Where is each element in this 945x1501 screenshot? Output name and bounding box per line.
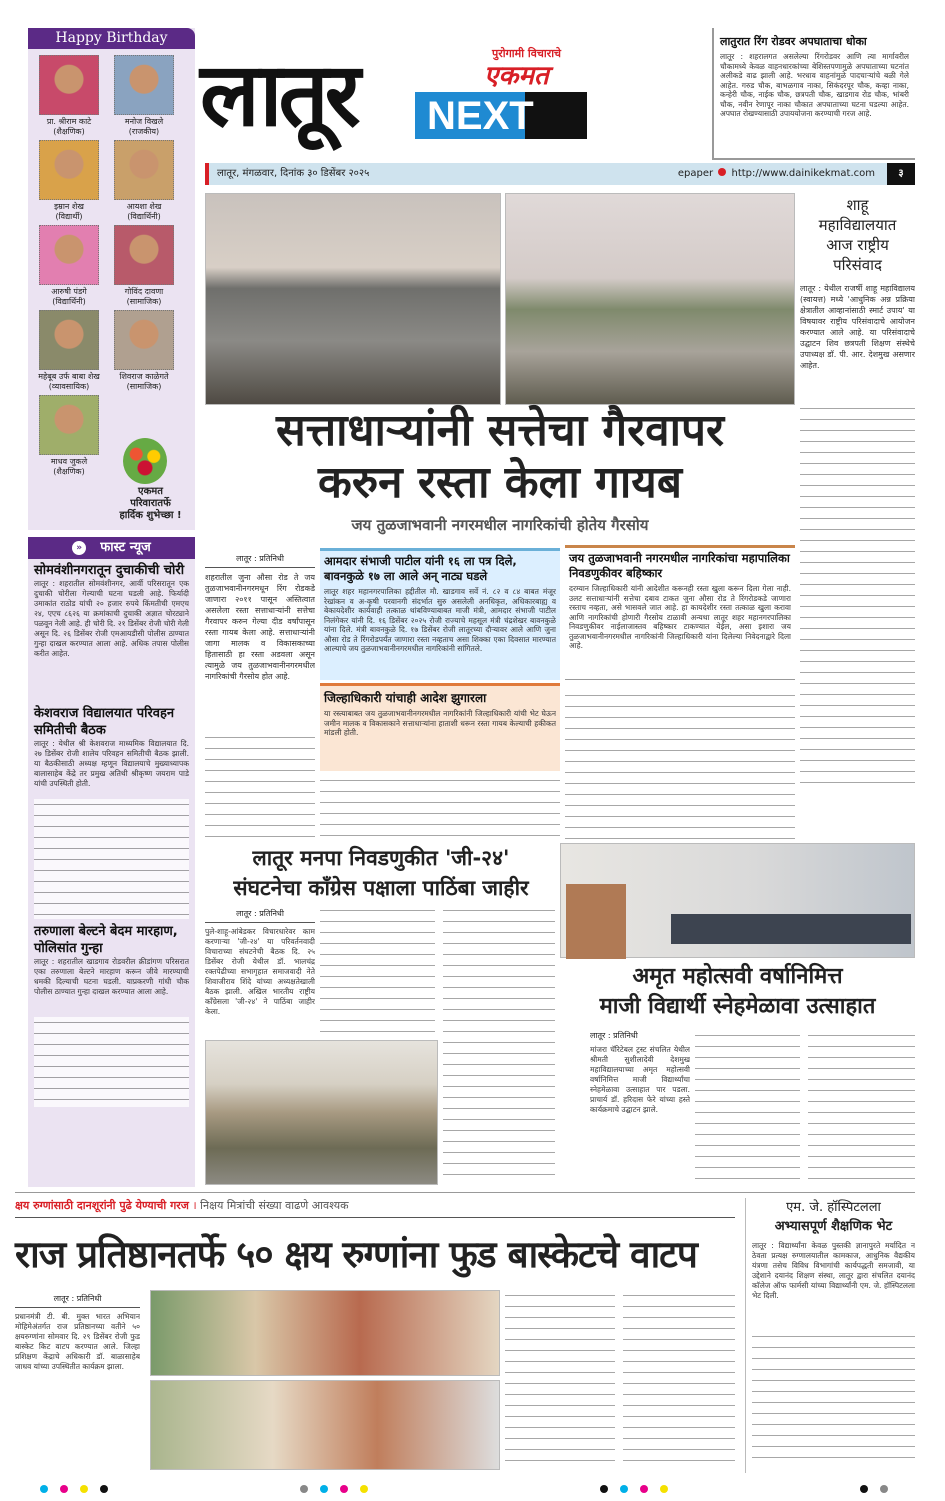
wall-photo xyxy=(205,193,501,405)
birthday-person xyxy=(38,140,100,222)
headline-line: लातूर मनपा निवडणुकीत 'जी-२४' xyxy=(252,846,510,870)
person-photo xyxy=(114,55,174,115)
alumni-headline xyxy=(560,962,915,1022)
news-title: सोमवंशीनगरातून दुचाकीची चोरी xyxy=(34,563,185,578)
body-text-continued xyxy=(34,1017,189,1107)
person-name: प्रा. श्रीराम काटे xyxy=(46,117,92,126)
tb-body: प्रधानमंत्री टी. बी. मुक्त भारत अभियान मोहिमेअंतर्गत राज प्रतिष्ठानच्या वतीने ५० क्षयरुग्णांना सोमवार दि. २९ डिसेंबर रोजी फुड बास्केट किट वाटप करण्यात आले. जिल्हा प्रशिक्षण केंद्राचे अधिकारी डॉ. बाळासाहेब जाधव यांच्या उपस्थितीत कार्यक्रम झाला. xyxy=(15,1312,140,1371)
tb-kicker xyxy=(15,1198,735,1218)
person-role: (विद्यार्थी) xyxy=(55,212,83,221)
person-name: इम्रान शेख xyxy=(54,202,84,211)
shahu-body: लातूर : येथील राजर्षी शाहू महाविद्यालय (स्वायत्त) मध्ये 'आधुनिक अन्न प्रक्रिया क्षेत्रातील आव्हानांसाठी स्मार्ट उपाय' या विषयावर राष्ट्रीय परिसंवादाचे आयोजन करण्यात आले आहे. या परिसंवादाचे उद्घाटन शिव छत्रपती शिक्षण संस्थेचे उपाध्यक्ष डॉ. पी. आर. देशमुख असणार आहेत. xyxy=(800,284,915,370)
wish-line: एकमत xyxy=(138,486,163,497)
birthday-person xyxy=(38,395,100,477)
registration-mark xyxy=(360,1485,368,1493)
person-role: (शैक्षणिक) xyxy=(53,467,85,476)
body-text-continued xyxy=(443,905,555,1185)
person-photo xyxy=(39,55,99,115)
headline-line: माजी विद्यार्थी स्नेहमेळावा उत्साहात xyxy=(599,994,876,1019)
box-boycott xyxy=(565,545,795,680)
person-role: (सामाजिक) xyxy=(126,382,162,391)
headline-line: सत्ताधाऱ्यांनी सत्तेचा गैरवापर xyxy=(275,405,725,456)
g24-headline xyxy=(205,843,557,903)
person-name: गोविंद दावणा xyxy=(124,287,164,296)
body-text-continued xyxy=(808,1030,915,1185)
registration-mark xyxy=(300,1485,308,1493)
box-body: लातूर शहर महानगरपालिका हद्दीतील मौ. खाडगाव सर्वे नं. ८२ व ८४ बाबत मंजूर रेखांकन व अ-कृषी परवानगी संदर्भात सुरु असलेली अनधिकृत, अधिकारबाह्य व बेकायदेशीर कार्यवाही तत्काळ थांबविण्याबाबत माजी मंत्री, आमदार संभाजी पाटील निलंगेकर यांनी दि. १६ डिसेंबर २०२५ रोजी राज्याचे महसूल मंत्री चंद्रशेखर बावनकुळे यांना दिले. मंत्री बावनकुळे दि. १७ डिसेंबर रोजी लातूरच्या दौऱ्यावर आले आणि जुना औसा रोड ते रिंगरोडपर्यंत जाणारा रस्ता नव्हताच असा शिक्का एका दिवसात मारण्यात आल्याचे जय तुळजाभवानीनगरमधील नागरिकांनी सांगितले. xyxy=(324,587,556,653)
registration-mark xyxy=(640,1485,648,1493)
registration-mark xyxy=(880,1485,888,1493)
g24-column xyxy=(205,908,315,1042)
registration-mark xyxy=(860,1485,868,1493)
epaper-label: epaper xyxy=(677,168,714,179)
headline-line: अमृत महोत्सवी वर्षानिमित्त xyxy=(632,964,843,989)
byline: लातूर : प्रतिनिधी xyxy=(205,553,315,568)
masthead-title: लातूर xyxy=(200,43,357,146)
body-text-continued xyxy=(205,732,315,842)
wish-line: परिवारातर्फे xyxy=(130,498,171,509)
globe-icon xyxy=(718,168,726,176)
top-brief-body: लातूर : शहरालगत असलेल्या रिंगरोडवर आणि त्या मार्गावरील चौकामध्ये केवळ वाहनधारकांच्या बेशिस्तपणामुळे अपघाताच्या घटनांत अलीकडे वाढ झाली आहे. भरधाव वाहनांमुळे पादचाऱ्यांचे बळी गेले आहेत. गरुड चौक, बाभळगाव नाका, सिकंदरपूर चौक, कव्हा नाका, कन्हेरी चौक, नाईक चौक, छत्रपती चौक, खाडगाव रोड चौक, भांबरी चौक, नवीन रेणापूर नाका चौकात अपघाताच्या घटना घडल्या आहेत. अपघात रोखण्यासाठी उपाययोजना करण्याची गरज आहे. xyxy=(720,52,909,118)
divider xyxy=(15,1192,915,1193)
registration-mark xyxy=(60,1485,68,1493)
birthday-person xyxy=(38,310,100,392)
registration-mark xyxy=(660,1485,668,1493)
news-body: लातूर : शहरातील सोमवंशीनगर, आर्वी परिसरातून एक दुचाकी चोरीला गेल्याची घटना घडली आहे. फिर्यादी उमाकांत राठोड यांची २० हजार रुपये किंमतीची एमएच २४, एएच ८६२६ या क्रमांकाची दुचाकी अज्ञात चोरट्याने पळवून नेली आहे. ही चोरी दि. २१ डिसेंबर रोजी चोरी गेली असून दि. २६ डिसेंबर रोजी एमआयडीसी पोलीस ठाण्यात गुन्हा दाखल करण्यात आला आहे. अधिक तपास पोलीस करीत आहेत. xyxy=(34,579,189,658)
byline: लातूर : प्रतिनिधी xyxy=(15,1293,140,1308)
title-line: एम. जे. हॉस्पिटलला xyxy=(786,1200,881,1215)
event-photo xyxy=(560,843,915,958)
registration-mark xyxy=(40,1485,48,1493)
body-text-continued xyxy=(565,690,795,840)
kicker-separator: । xyxy=(192,1199,197,1212)
person-photo xyxy=(39,140,99,200)
shahu-title xyxy=(800,195,915,275)
food-basket-photo-1 xyxy=(150,1290,500,1376)
news-body: लातूर : येथील श्री केशवराज माध्यमिक विद्यालयात दि. २७ डिसेंबर रोजी शालेय परिवहन समितीची बैठक झाली. या बैठकीसाठी अध्यक्ष म्हणून विद्यालयाचे मुख्याध्यापक बालासाहेब केंद्रे तर प्रमुख अतिथी श्रीकृष्ण जयराम पाडे यांची उपस्थिती होती. xyxy=(34,739,189,788)
box-body: दरम्यान जिल्हाधिकारी यांनी आदेशीत करूनही रस्ता खुला करून दिला गेला नाही. उलट सत्ताधाऱ्यांनी सत्तेचा दबाव टाकत जुना औसा रोड ते रिंगरोडकडे जाणारा रस्ताच नव्हता, असे भासवले जात आहे. हा कायदेशीर रस्ता तत्काळ खुला करावा आणि नागरिकांची होणारी गैरसोय टाळावी अन्यथा लातूर शहर महानगरपालिका निवडणुकीवर नाईलाजास्तव बहिष्कार टाकण्यात येईल, असा इशारा जय तुळजाभवानीनगरमधील नागरिकांनी जिल्हाधिकारी यांना दिलेल्या निवेदनाद्वारे दिला आहे. xyxy=(569,584,791,650)
chevron-down-icon: » xyxy=(72,541,86,555)
next-text: NEXT xyxy=(427,94,534,138)
person-photo xyxy=(39,395,99,455)
lead-headline xyxy=(205,405,795,509)
person-role: (विद्यार्थिनी) xyxy=(52,297,86,306)
body-text-continued xyxy=(320,775,560,840)
title-line: परिसंवाद xyxy=(833,256,882,274)
kicker-gray: निक्षय मित्रांची संख्या वाढणे आवश्यक xyxy=(200,1199,349,1212)
birthday-person xyxy=(113,225,175,307)
registration-mark xyxy=(340,1485,348,1493)
box-letter xyxy=(320,548,560,680)
birthday-person xyxy=(113,310,175,392)
news-title: केशवराज विद्यालयात परिवहन समितीची बैठक xyxy=(34,706,175,738)
birthday-person xyxy=(38,55,100,137)
shahu-body-continued xyxy=(800,403,915,793)
body-text-continued xyxy=(320,905,435,1035)
lead-body-column xyxy=(205,553,315,843)
body-text-continued xyxy=(752,1331,915,1461)
body-text-continued xyxy=(695,1030,800,1185)
headline-line: संघटनेचा काँग्रेस पक्षाला पाठिंबा जाहीर xyxy=(233,876,529,900)
person-role: (विद्यार्थिनी) xyxy=(127,212,161,221)
news-body: लातूर : शहरातील खाडगाव रोडवरील क्रीडांगण परिसरात एका तरुणाला बेल्टने मारहाण करून जीवे मारण्याची धमकी दिल्याची घटना घडली. याप्रकरणी गांधी चौक पोलीस ठाण्यात गुन्हा दाखल करण्यात आला आहे. xyxy=(34,957,189,996)
alumni-column xyxy=(590,1030,690,1185)
registration-mark xyxy=(100,1485,108,1493)
wish-line: हार्दिक शुभेच्छा ! xyxy=(119,510,182,521)
headline-line: करुन रस्ता केला गायब xyxy=(318,457,682,508)
person-name: मनोज विखले xyxy=(124,117,164,126)
registration-mark xyxy=(620,1485,628,1493)
mj-body: लातूर : विद्यार्थ्यांना केवळ पुस्तकी ज्ञानापुरते मर्यादित न ठेवता प्रत्यक्ष रुग्णालयातील कामकाज, आधुनिक वैद्यकीय यंत्रणा तसेच विविध विभागांची कार्यपद्धती समजावी, या उद्देशाने दयानंद शिक्षण संस्था, लातूर द्वारा संचलित दयानंद कॉलेज ऑफ फार्मसी यांच्या विद्यार्थ्यांनी एम. जे. हॉस्पिटलला भेट दिली. xyxy=(752,1241,915,1300)
birthday-person xyxy=(113,140,175,222)
birthday-wish xyxy=(108,486,193,522)
kicker-red: क्षय रुग्णांसाठी दानशूरांनी पुढे येण्याची गरज xyxy=(15,1199,189,1212)
box-title: जय तुळजाभवानी नगरमधील नागरिकांचा महापालिका निवडणुकीवर बहिष्कार xyxy=(569,551,790,580)
fast-news-header xyxy=(28,537,195,559)
lead-subhead: जय तुळजाभवानी नगरमधील नागरिकांची होतेय गैरसोय xyxy=(351,516,649,534)
tb-column xyxy=(15,1293,140,1462)
page-number: ३ xyxy=(887,163,915,185)
birthday-person xyxy=(38,225,100,307)
body-text-continued xyxy=(34,799,189,919)
top-brief xyxy=(712,28,915,160)
tb-headline: राज प्रतिष्ठानतर्फे ५० क्षय रुग्णांना फुड बास्केटचे वाटप xyxy=(15,1233,697,1276)
person-role: (राजकीय) xyxy=(128,127,160,136)
title-line: आज राष्ट्रीय xyxy=(826,236,889,254)
alumni-body: मांजरा चॅरिटेबल ट्रस्ट संचलित येथील श्रीमती सुशीलादेवी देशमुख महाविद्यालयाच्या अमृत महोत्सवी वर्षानिमित्त माजी विद्यार्थ्यांचा स्नेहमेळावा उत्साहात पार पडला. प्राचार्य डॉ. हरिदास फेरे यांच्या हस्ते कार्यक्रमाचे उद्घाटन झाले. xyxy=(590,1045,690,1114)
fast-news-title: फास्ट न्यूज xyxy=(100,540,151,555)
person-photo xyxy=(114,225,174,285)
person-photo xyxy=(114,140,174,200)
title-line: अभ्यासपूर्ण शैक्षणिक भेट xyxy=(774,1219,893,1234)
ekmat-logo: एकमत xyxy=(484,61,549,91)
registration-mark xyxy=(80,1485,88,1493)
mj-article xyxy=(745,1198,915,1473)
person-name: शिवराज काळेगते xyxy=(119,372,169,381)
registration-mark xyxy=(600,1485,608,1493)
byline: लातूर : प्रतिनिधी xyxy=(590,1031,638,1040)
byline: लातूर : प्रतिनिधी xyxy=(205,908,315,923)
next-logo xyxy=(415,92,587,139)
person-name: आयशा शेख xyxy=(126,202,162,211)
person-role: (सामाजिक) xyxy=(126,297,162,306)
top-brief-title: लातुरात रिंग रोडवर अपघाताचा धोका xyxy=(720,35,867,48)
person-role: (शैक्षणिक) xyxy=(53,127,85,136)
date-bar xyxy=(205,163,915,185)
g24-body: पुले-शाहू-आंबेडकर विचारधारेवर काम करणाऱ्या 'जी-२४' या परिवर्तनवादी विचाराच्या संघटनेची बैठक दि. २५ डिसेंबर रोजी येथील डॉ. भालचंद्र रक्तपेढीच्या सभागृहात समाजवादी नेते शिवाजीराव शिंदे यांच्या अध्यक्षतेखाली बैठक झाली. अखिल भारतीय राष्ट्रीय काँग्रेसला 'जी-२४' ने पाठिंबा जाहीर केला. xyxy=(205,927,315,1016)
title-line: महाविद्यालयात xyxy=(818,216,897,234)
shahu-article xyxy=(800,195,915,805)
road-photo xyxy=(505,193,795,405)
building-photo xyxy=(205,1040,438,1185)
mj-title xyxy=(752,1198,915,1236)
box-title: जिल्हाधिकारी यांचाही आदेश झुगारला xyxy=(324,691,487,705)
title-line: शाहू xyxy=(846,196,869,214)
person-name: आरुषी पंडगे xyxy=(51,287,87,296)
person-name: महेबूब उर्फ बाबा शेख xyxy=(38,372,100,381)
person-name: माधव जुकले xyxy=(50,457,88,466)
birthday-panel xyxy=(28,28,195,530)
body-text-continued xyxy=(505,1290,615,1470)
epaper-link[interactable]: http://www.dainikekmat.com xyxy=(731,168,875,179)
dateline: लातूर, मंगळवार, दिनांक ३० डिसेंबर २०२५ xyxy=(217,168,370,179)
birthday-person xyxy=(113,55,175,137)
fast-news-panel xyxy=(28,537,195,1187)
person-photo xyxy=(114,310,174,370)
birthday-title: Happy Birthday xyxy=(28,28,195,49)
person-role: (व्यावसायिक) xyxy=(48,382,90,391)
person-photo xyxy=(39,225,99,285)
box-body: या रस्त्याबाबत जय तुळजाभवानीनगरमधील नागरिकांनी जिल्हाधिकारी यांची भेट घेऊन जमीन मालक व विकासकाने सत्ताधाऱ्यांना हाताशी धरून रस्ता गायब केल्याची हकीकत मांडली होती. xyxy=(324,709,556,737)
flower-bouquet-icon xyxy=(123,438,167,484)
masthead-tagline: पुरोगामी विचाराचे xyxy=(492,47,562,60)
box-title: आमदार संभाजी पाटील यांनी १६ ला पत्र दिले, बावनकुळे १७ ला आले अन् नाट्य घडले xyxy=(324,554,517,583)
news-title: तरुणाला बेल्टने बेदम मारहाण, पोलिसांत गुन्हा xyxy=(34,924,178,956)
registration-mark xyxy=(320,1485,328,1493)
box-collector xyxy=(320,683,560,771)
body-text-continued xyxy=(623,1290,735,1470)
lead-body: शहरातील जुना औसा रोड ते जय तुळजाभवानीनगरमधून रिंग रोडकडे जाणारा २०११ पासून अस्तित्वात असलेला रस्ता सत्ताधाऱ्यांनी सत्तेचा गैरवापर करुन गेल्या दीड वर्षांपासून रस्ता गायब केला आहे. सत्ताधाऱ्यांनी जागा मालक व विकासकाच्या हितासाठी हा रस्ता अडवला असून त्यामुळे जय तुळजाभवानीनगरमधील नागरिकांची गैरसोय होत आहे. xyxy=(205,573,315,681)
person-photo xyxy=(39,310,99,370)
food-basket-photo-2 xyxy=(150,1380,500,1470)
